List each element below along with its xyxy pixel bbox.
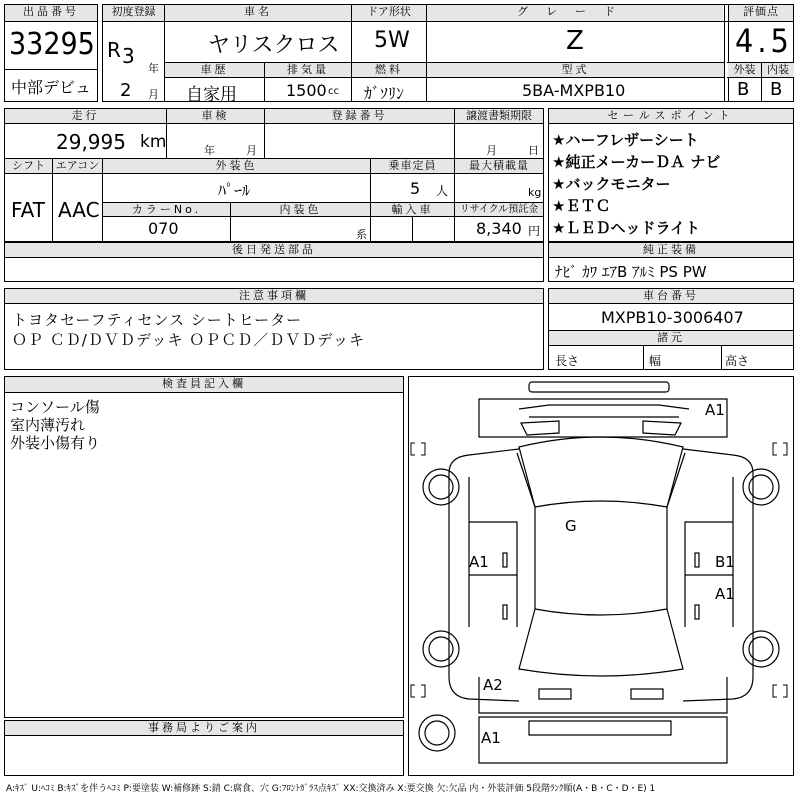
max-load-unit: kg [528,186,542,199]
sales-points-box [548,108,794,242]
legend: A:ｷｽﾞ U:ﾍｺﾐ B:ｷｽﾞを伴うﾍｺﾐ P:要塗装 W:補修跡 S:錆 C:腐食、穴 G:ﾌﾛﾝﾄｶﾞﾗｽ点ｷｽﾞ XX:交換済み X:要交換 欠:欠品 内・外装評価 5段階ﾗﾝｸ順(A・B・C・D・E) 1 [6,784,656,794]
width-label: 幅 [649,354,662,368]
inspection-year-unit: 年 [204,144,215,157]
int-color-header: 内装色 [231,203,370,216]
recycle-header: リサイクル預託金 [455,203,543,216]
sales-point: ★ＥＴＣ [552,197,611,215]
model-code-header: 型式 [427,63,724,77]
inspection-header: 車検 [167,109,264,123]
mileage-value: 29,995 [56,130,126,154]
capacity-value: 5 [410,179,421,198]
length-label: 長さ [555,354,580,368]
height-label: 高さ [725,354,750,368]
fuel-header: 燃料 [352,63,426,77]
exterior-value: B [737,79,750,100]
shipping-parts-header: 後日発送部品 [5,243,543,258]
chassis-no-header: 車台番号 [549,289,793,304]
displacement-unit: cc [328,86,339,97]
displacement-header: 排気量 [265,63,351,77]
genuine-equipment-box [548,242,794,282]
int-color-unit: 系 [356,228,367,241]
model-code-value: 5BA-MXPB10 [522,81,626,100]
month-unit: 月 [148,88,159,101]
sales-points-header: セールスポイント [549,109,793,124]
reg-no-header: 登録番号 [265,109,454,123]
score-value: 4.5 [735,22,793,60]
chassis-no-value: MXPB10-3006407 [601,308,744,327]
reg-year: 3 [122,44,135,68]
history-value: 自家用 [186,85,237,105]
sales-point: ★バックモニター [552,175,671,193]
capacity-unit: 人 [436,184,449,198]
damage-mark: B1 [715,553,735,571]
damage-mark: G [565,517,577,535]
damage-mark: A1 [469,553,489,571]
ext-color-value: ﾊﾟｰﾙ [218,181,251,200]
transfer-day-unit: 日 [528,144,539,157]
inspection-month-unit: 月 [246,144,257,157]
history-header: 車歴 [165,63,264,77]
color-no-header: カラーNo. [103,203,230,216]
car-name: ヤリスクロス [208,33,340,58]
mileage-header: 走行 [5,109,166,123]
grade-header: グレード [427,5,723,21]
dimensions-header: 諸元 [549,330,793,346]
car-diagram-box [408,376,794,776]
office-box [4,720,404,776]
lot-box [4,4,98,102]
transfer-deadline-header: 譲渡書類期限 [455,109,543,123]
year-unit: 年 [148,62,159,75]
damage-mark: A1 [715,585,735,603]
damage-mark: A1 [481,729,501,747]
sales-point: ★純正メーカーＤＡ ナビ [552,153,721,171]
aircon-header: エアコン [53,159,102,173]
displacement-value: 1500 [286,81,327,100]
interior-value: B [770,79,783,100]
chassis-box [548,288,794,370]
door-type: 5W [374,28,410,53]
note-line: トヨタセーフティセンス シートヒーター [12,311,303,329]
car-damage-diagram [409,377,793,775]
genuine-equipment-header: 純正装備 [549,243,793,258]
import-header: 輸入車 [371,203,454,216]
venue-name: 中部デビュ [11,78,92,97]
sales-point: ★ＬＥＤヘッドライト [552,219,700,237]
note-line: ＯＰ ＣＤ/ＤＶＤデッキ ＯＰＣＤ／ＤＶＤデッキ [12,331,365,349]
shipping-parts-box [4,242,544,282]
sales-point: ★ハーフレザーシート [552,131,699,149]
damage-mark: A2 [483,676,503,694]
ext-color-header: 外装色 [103,159,370,173]
score-header: 評価点 [729,5,793,21]
first-reg-header: 初度登録 [103,5,164,21]
capacity-header: 乗車定員 [371,159,454,173]
exterior-header: 外装 [728,63,761,77]
shift-header: シフト [5,159,52,173]
max-load-header: 最大積載量 [455,159,543,173]
grade-value: Z [566,26,584,56]
lot-no-header: 出品番号 [5,5,97,22]
era-letter: R [107,38,121,62]
notes-header: 注意事項欄 [5,289,543,304]
genuine-equipment-value: ﾅﾋﾞ ｶﾜ ｴｱB ｱﾙﾐ PS PW [555,263,707,281]
shift-value: FAT [11,198,46,222]
damage-mark: A1 [705,401,725,419]
lot-number: 33295 [9,27,95,62]
door-type-header: ドア形状 [352,5,426,21]
inspector-note: 外装小傷有り [10,434,101,452]
mileage-unit: km [140,132,167,152]
reg-month: 2 [120,80,132,101]
car-name-header: 車名 [165,5,351,21]
inspector-box [4,376,404,718]
recycle-value: 8,340 [476,219,522,238]
recycle-unit: 円 [528,224,541,238]
inspector-note: コンソール傷 [10,398,100,416]
color-no-value: 070 [148,219,179,238]
inspector-note: 室内薄汚れ [10,416,86,434]
transfer-month-unit: 月 [486,144,497,157]
aircon-value: AAC [58,198,100,222]
fuel-value: ｶﾞｿﾘﾝ [364,84,405,103]
inspector-header: 検査員記入欄 [5,377,403,393]
interior-header: 内装 [762,63,794,77]
office-header: 事務局よりご案内 [5,721,403,736]
notes-box [4,288,544,370]
